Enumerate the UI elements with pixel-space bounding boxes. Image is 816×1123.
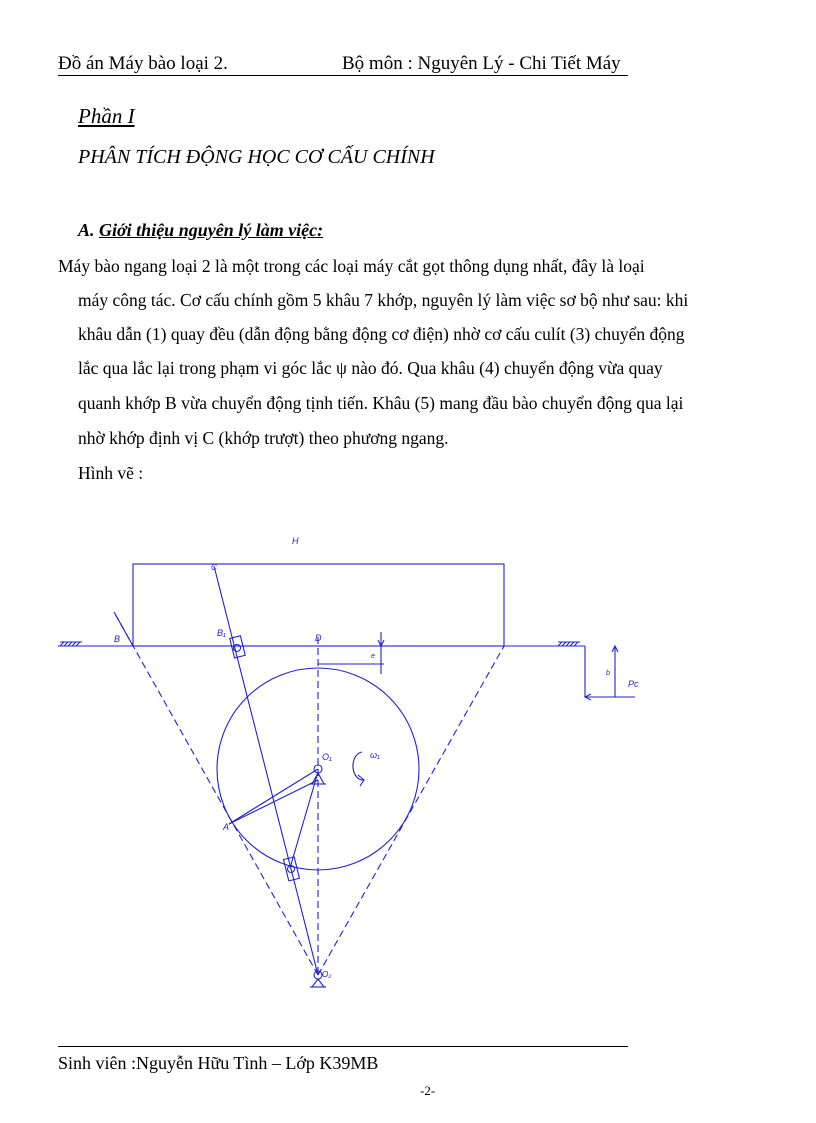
mechanism-diagram [0,500,816,1000]
section-heading-text: Giới thiệu nguyên lý làm việc: [99,220,324,240]
part-title: Phần I [78,104,135,128]
omega-arrowhead [358,775,364,786]
force-bracket [585,646,635,697]
header-rule [58,75,628,76]
tangent-right [318,646,504,975]
label-o1: O₁ [322,752,332,762]
paragraph-line-3: khâu dẫn (1) quay đều (dẫn động bằng động cơ điện) nhờ cơ cấu culít (3) chuyển động [78,324,685,344]
label-h: H [292,536,299,546]
label-c: C [211,563,217,572]
paragraph-line-5: quanh khớp B vừa chuyển động tịnh tiến. Khâu (5) mang đầu bào chuyển động qua lại [78,393,684,413]
main-title: PHÂN TÍCH ĐỘNG HỌC CƠ CẤU CHÍNH [78,146,435,168]
tangent-left [114,612,318,975]
label-o2: O₂ [322,970,332,979]
pivot-o2-support [312,979,324,987]
paragraph-line-6: nhờ khớp định vị C (khớp trượt) theo phương ngang. [78,428,449,448]
label-e: e [371,653,375,660]
section-letter: A. [78,220,95,240]
figure-caption: Hình vẽ : [78,463,144,483]
header-right: Bộ môn : Nguyên Lý - Chi Tiết Máy [342,53,621,74]
label-omega1: ω₁ [370,750,380,760]
ground-hatch-left [60,642,82,646]
header-left: Đồ án Máy bào loại 2. [58,53,228,74]
crank-arm [229,769,318,824]
paragraph-line-4: lắc qua lắc lại trong phạm vi góc lắc ψ nào đó. Qua khâu (4) chuyển động vừa quay [78,358,663,378]
label-b-dimension: b [606,670,610,677]
label-pc: Pc [628,679,639,689]
footer-rule [58,1046,628,1047]
label-b1: B₁ [217,628,226,638]
page-number: -2- [420,1083,436,1098]
coulisse-rod [214,566,318,975]
label-d: D [315,633,322,643]
footer-text: Sinh viên :Nguyễn Hữu Tình – Lớp K39MB [58,1053,379,1073]
paragraph-line-2: máy công tác. Cơ cấu chính gồm 5 khâu 7 khớp, nguyên lý làm việc sơ bộ như sau: khi [78,290,689,310]
ground-hatch-right [558,642,580,646]
section-heading [78,220,323,241]
label-b: B [114,634,121,644]
label-a: A [223,822,230,832]
paragraph-line-1: Máy bào ngang loại 2 là một trong các loại máy cắt gọt thông dụng nhất, đây là loại [58,256,645,276]
